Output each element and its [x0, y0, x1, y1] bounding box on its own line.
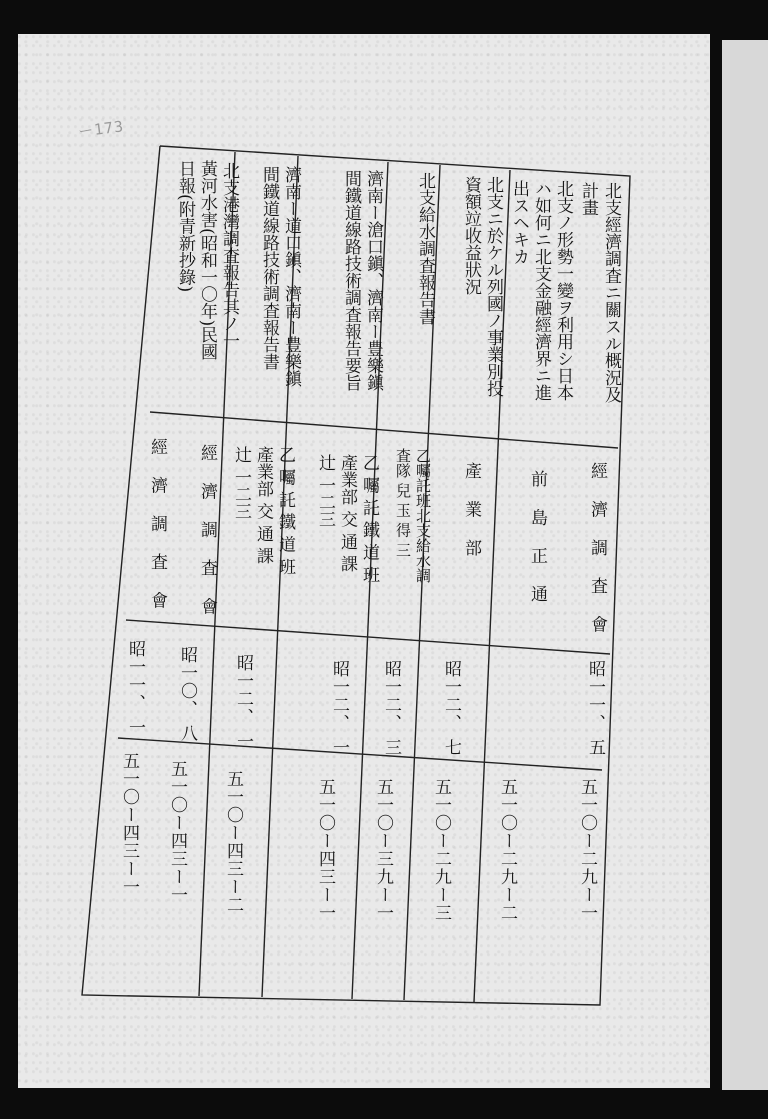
entry-author: 產業部 交 通 課	[253, 446, 273, 565]
entry-author: 乙囑託班北支給水調	[414, 448, 432, 583]
entry-title: 間鐵道線路技術調査報告書	[259, 166, 279, 370]
entry-title: 北支給水調査報告書	[415, 172, 435, 325]
entry-author: 乙 囑 託 鐵 道 班	[275, 446, 295, 576]
entry-title: 濟南ー滄口鎭、濟南ー豊樂鎭	[363, 170, 383, 391]
entry-date: 昭一二、 一	[329, 660, 349, 757]
entry-author: 前 島 正 通	[527, 470, 547, 611]
entry-date: 昭一一、 一	[125, 640, 145, 737]
entry-author: 査隊 兒 玉 得 三	[394, 448, 412, 558]
entry-author: 產業部 交 通 課	[337, 454, 357, 573]
entry-title: 資額竝收益狀況	[461, 176, 481, 295]
entry-number: 五一〇ー二九ー二	[497, 778, 517, 922]
entry-number: 五一〇ー四三ー一	[315, 778, 335, 922]
entry-author: 經 濟 調 査 會	[147, 438, 167, 617]
entry-title: 北支港灣調査報告其ノ一	[219, 162, 239, 349]
entry-date: 昭一一、 五	[585, 660, 605, 757]
entry-date: 昭一二、 七	[441, 660, 461, 757]
entry-title: 黃河水害(昭和一〇年)民國	[197, 160, 217, 361]
entry-date: 昭一二、 一	[233, 654, 253, 751]
entry-number: 五一〇ー四三ー一	[167, 760, 187, 904]
entry-title: 日報(附青新抄錄)	[175, 160, 195, 293]
entry-title: 濟南ー道口鎭、濟南ー豊樂鎭	[281, 166, 301, 387]
entry-title: 計畫	[578, 182, 598, 216]
entry-author: 經 濟 調 査 會	[197, 444, 217, 623]
entry-number: 五一〇ー二九ー三	[431, 778, 451, 922]
entry-number: 五一〇ー三九ー一	[373, 778, 393, 922]
entry-author: 辻 一二三	[315, 454, 335, 528]
entry-title: 北支ノ形勢一變ヲ利用シ日本	[553, 180, 573, 401]
page-number: ー173	[77, 117, 126, 141]
entry-author: 辻 一二三	[231, 446, 251, 520]
entry-title: 出スヘキカ	[509, 180, 529, 265]
entry-title: ハ如何ニ北支金融經濟界ニ進	[531, 180, 551, 401]
entry-number: 五一〇ー四三ー二	[223, 770, 243, 914]
table-row	[600, 182, 621, 403]
entry-title: 間鐵道線路技術調査報告要旨	[341, 170, 361, 391]
entry-date: 昭一〇、 八	[177, 646, 197, 743]
entry-title: 北支ニ於ケル列國ノ事業別投	[483, 176, 503, 397]
entry-date: 昭一二、 三	[381, 660, 401, 757]
entry-author: 乙 囑 託 鐵 道 班	[359, 454, 379, 584]
entry-author: 產 業 部	[461, 462, 481, 564]
entry-title: 北支經濟調査ニ關スル概況及	[601, 182, 621, 403]
entry-author: 經 濟 調 査 會	[587, 462, 607, 641]
entry-number: 五一〇ー四三ー一	[119, 752, 139, 896]
entry-number: 五一〇ー二九ー一	[577, 778, 597, 922]
